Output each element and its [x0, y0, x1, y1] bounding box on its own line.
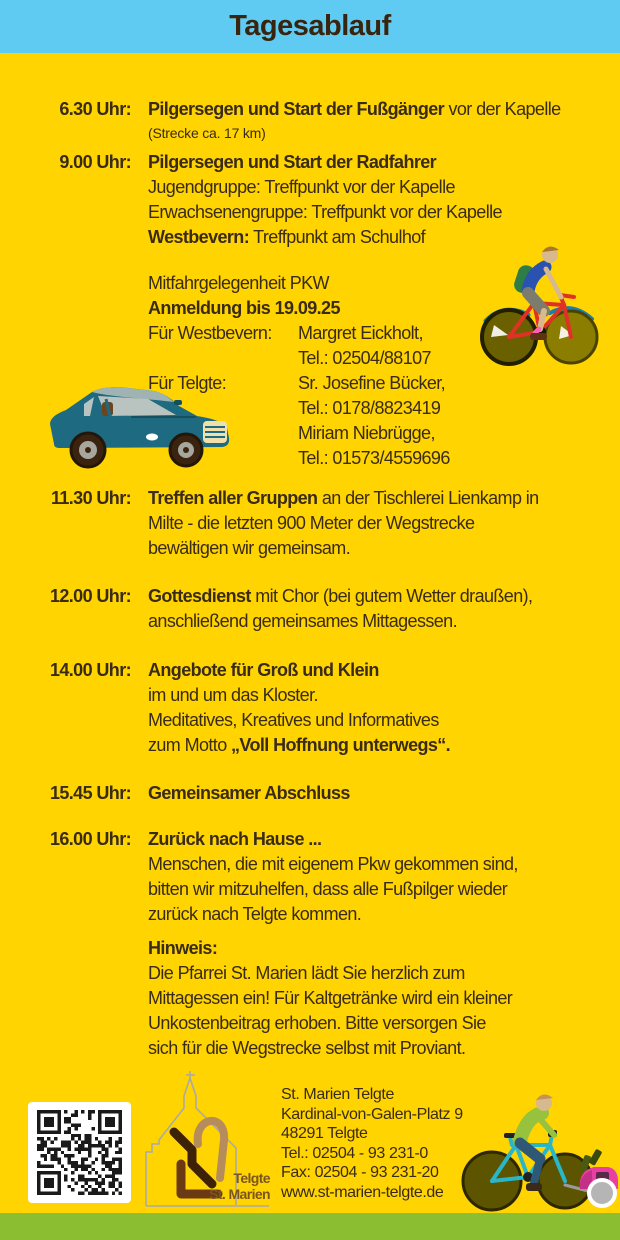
cyclist-with-trailer-icon: [452, 1083, 620, 1215]
motto-text: „Voll Hoffnung unterwegs“.: [231, 735, 451, 755]
entry-subheading: Westbevern:: [148, 227, 250, 247]
car-icon: [36, 372, 234, 474]
footer-address: [281, 1085, 463, 1202]
schedule-row-900: [0, 150, 606, 250]
hinweis-title: Hinweis:: [148, 938, 218, 958]
hinweis-line: Die Pfarrei St. Marien lädt Sie herzlich zum: [148, 963, 465, 983]
time-label: 15.45 Uhr:: [49, 783, 131, 803]
entry-heading: Angebote für Groß und Klein: [148, 660, 379, 680]
qr-code-icon: [28, 1102, 131, 1203]
contact-phone: Tel.: 0178/8823419: [298, 398, 441, 418]
title-bar: [0, 0, 620, 53]
address-fax: Fax: 02504 - 93 231-20: [281, 1164, 439, 1181]
logo-text-line1: Telgte: [233, 1170, 270, 1186]
entry-heading: Gottesdienst: [148, 586, 251, 606]
entry-line: Meditatives, Kreatives und Informatives: [148, 710, 439, 730]
contact-name: Sr. Josefine Bücker,: [298, 373, 446, 393]
time-label: 9.00 Uhr:: [59, 152, 131, 172]
entry-text: an der Tischlerei Lienkamp in: [317, 488, 539, 508]
entry-line: Menschen, die mit eigenem Pkw gekommen sind,: [148, 854, 518, 874]
schedule-row-1600: [0, 827, 606, 927]
entry-line: Jugendgruppe: Treffpunkt vor der Kapelle: [148, 177, 455, 197]
hinweis-line: Mittagessen ein! Für Kaltgetränke wird ein kleiner: [148, 988, 513, 1008]
page-title: Tagesablauf: [229, 10, 391, 42]
hinweis-line: Unkostenbeitrag erhoben. Bitte versorgen Sie: [148, 1013, 486, 1033]
entry-text: vor der Kapelle: [444, 99, 561, 119]
contact-name: Miriam Niebrügge,: [298, 423, 435, 443]
contact-label: Für Telgte:: [148, 373, 227, 393]
entry-text: Treffpunkt am Schulhof: [249, 227, 426, 247]
schedule-row-1545: [0, 781, 606, 806]
carpool-line: Mitfahrgelegenheit PKW: [148, 273, 329, 293]
carpool-deadline: Anmeldung bis 19.09.25: [148, 298, 340, 318]
entry-text: zum Motto: [148, 735, 232, 755]
time-label: 12.00 Uhr:: [49, 586, 131, 606]
address-line: Kardinal-von-Galen-Platz 9: [281, 1105, 463, 1123]
parish-logo-icon: [138, 1066, 276, 1212]
logo-text-line2: St. Marien: [209, 1186, 270, 1202]
entry-text: mit Chor (bei gutem Wetter draußen),: [250, 586, 533, 606]
entry-heading: Treffen aller Gruppen: [148, 488, 318, 508]
contact-name: Margret Eickholt,: [298, 323, 423, 343]
entry-line: bewältigen wir gemeinsam.: [148, 538, 351, 558]
address-phone: Tel.: 02504 - 93 231-0: [281, 1144, 428, 1162]
time-label: 14.00 Uhr:: [49, 660, 131, 680]
schedule-row-630: [0, 97, 606, 142]
entry-heading: Pilgersegen und Start der Fußgänger: [148, 99, 445, 119]
time-label: 11.30 Uhr:: [50, 488, 131, 508]
hinweis-line: sich für die Wegstrecke selbst mit Proviant.: [148, 1038, 466, 1058]
schedule-row-1130: [0, 486, 606, 561]
address-line: 48291 Telgte: [281, 1125, 368, 1142]
entry-line: zurück nach Telgte kommen.: [148, 904, 362, 924]
time-label: 6.30 Uhr:: [59, 99, 131, 119]
mountain-biker-icon: [478, 241, 600, 367]
entry-line: Milte - die letzten 900 Meter der Wegstrecke: [148, 513, 475, 533]
schedule-row-1200: [0, 584, 606, 634]
contact-phone: Tel.: 01573/4559696: [298, 448, 450, 468]
address-website: www.st-marien-telgte.de: [281, 1183, 444, 1201]
entry-line: Erwachsenengruppe: Treffpunkt vor der Kapelle: [148, 202, 502, 222]
hinweis-block: [148, 936, 512, 1061]
address-line: St. Marien Telgte: [281, 1086, 394, 1103]
footer-green-bar: [0, 1213, 620, 1240]
entry-line: bitten wir mitzuhelfen, dass alle Fußpilger wieder: [148, 879, 508, 899]
entry-heading: Gemeinsamer Abschluss: [148, 783, 350, 803]
entry-heading: Zurück nach Hause ...: [148, 829, 322, 849]
contact-phone: Tel.: 02504/88107: [298, 348, 431, 368]
distance-note: (Strecke ca. 17 km): [148, 125, 266, 141]
entry-heading: Pilgersegen und Start der Radfahrer: [148, 152, 437, 172]
time-label: 16.00 Uhr:: [49, 829, 131, 849]
schedule-row-1400: [0, 658, 606, 758]
entry-line: im und um das Kloster.: [148, 685, 318, 705]
entry-line: anschließend gemeinsames Mittagessen.: [148, 611, 457, 631]
contact-label: Für Westbevern:: [148, 323, 272, 343]
